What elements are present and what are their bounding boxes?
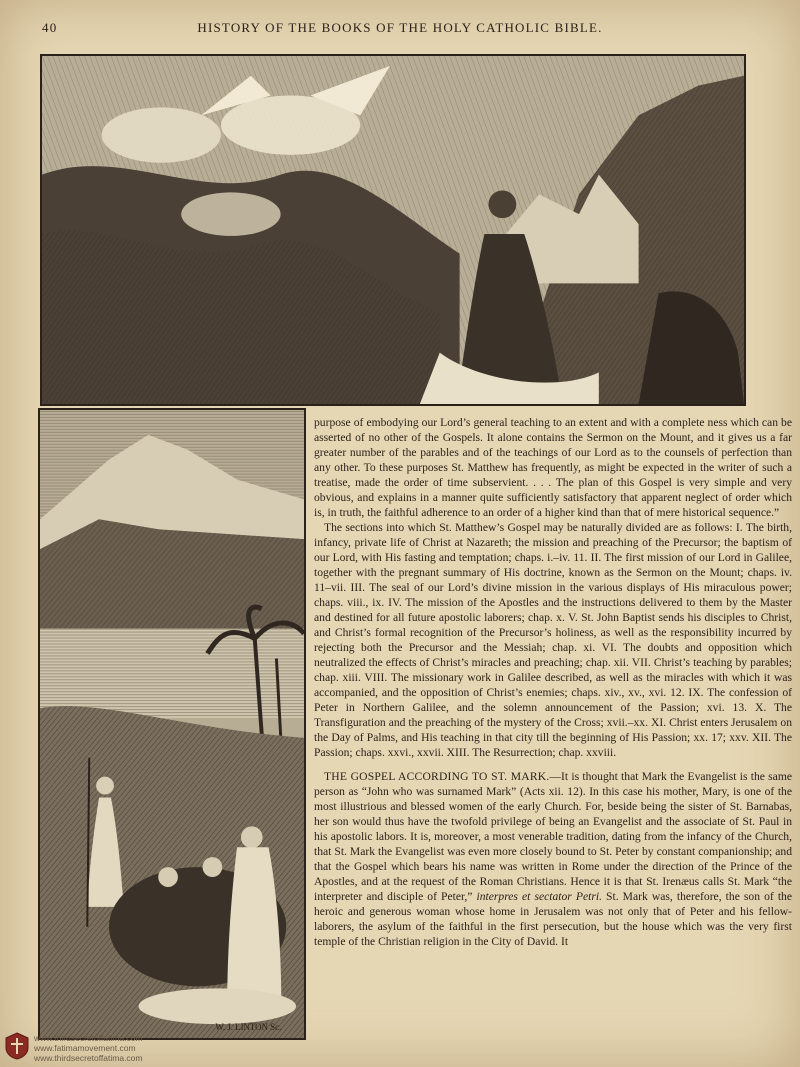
watermark-url-1: www.thirdsecretoffatima.com [34, 1033, 143, 1043]
page-header [40, 20, 760, 40]
section-heading-st-mark: THE GOSPEL ACCORDING TO ST. MARK. [324, 770, 550, 783]
sermon-engraving [38, 408, 306, 1040]
running-title: HISTORY OF THE BOOKS OF THE HOLY CATHOLIC BIBLE. [197, 20, 603, 35]
engraver-signature: W. J. LINTON Sc. [215, 1022, 282, 1033]
body-paragraph-3 [314, 769, 792, 949]
latin-phrase: interpres et sectator Petri. [476, 890, 602, 903]
page-number: 40 [42, 20, 58, 35]
sermon-engraving-art [40, 410, 304, 1038]
website-watermark [4, 1030, 234, 1066]
body-paragraph-3-part-a: —It is thought that Mark the Evangelist is the same person as “John who was surnamed Mark” (Acts xii. 12). In this case his mother, Mary, is one of the most illustrious and blessed women of the early Church. For, beside being the sister of St. Barnabas, her son would thus have the twofold privilege of being an Evangelist and the associate of St. Paul in his apostolic labors. It is, moreover, a most venerable tradition, dating from the infancy of the Church, that St. Mark the Evangelist was even more closely bound to St. Peter by constant companionship; and that the Gospel which bears his name was written in Rome under the direction of the Prince of the Apostles, and at the request of the Roman Christians. Hence it is that St. Irenæus calls St. Mark “the interpreter and disciple of Peter,” [314, 770, 792, 903]
seal-icon [4, 1032, 30, 1060]
body-paragraph-2: The sections into which St. Matthew’s Gospel may be naturally divided are as follows: I. The birth, infancy, private life of Christ at Nazareth; the mission and preaching of the Precursor; the baptism of our Lord, with His fasting and temptation; chaps. i.–iv. 11. II. The first mission of our Lord in Galilee, together with the pregnant summary of His doctrine, known as the Sermon on the Mount; chaps. iv. 11–vii. III. The seal of our Lord’s divine mission in the various displays of His miraculous power; chaps. viii., ix. IV. The mission of the Apostles and the instructions delivered to them by the Master and destined for all future apostolic laborers; chap. x. V. St. John Baptist sends his disciples to Christ, and Christ’s formal recognition of the Precursor’s holiness, as well as the responsibility incurred by rejecting both the Precursor and the Messiah; chap. xi. VI. The doubts and opposition which neutralized the effects of Christ’s miracles and preaching; chap. xii. VII. Christ’s teaching by parables; chap. xiii. VIII. The missionary work in Galilee described, as well as the miracles with which it was accompanied, and the opposition of Christ’s enemies; chaps. xiv., xv., xvi. 12. IX. The confession of Peter in Northern Galilee, and the solemn announcement of the Passion; xvi. 13. X. The Transfiguration and the preaching of the mystery of the Cross; xvii.–xx. XI. Christ enters Jerusalem on the Day of Palms, and His teaching in that city till the beginning of His Passion; xx. 17; xxv. XII. The Passion; chaps. xxvi., xxvii. XIII. The Resurrection; chap. xxviii. [314, 521, 792, 759]
body-paragraph-1: purpose of embodying our Lord’s general teaching to an extent and with a complete ness which can be asserted of no other of the Gospels. It alone contains the Sermon on the Mount, and it gives us a far greater number of the parables and of the teachings of our Lord as to the counsels of perfection than any other. To these purposes St. Matthew has frequently, as might be expected in the writer of such a treatise, made the order of time subservient. . . . The plan of this Gospel is very simple and very obvious, and explains in a manner quite sufficiently satisfactory that apparent neglect of order which is, in truth, the faithful adherence to an order of a higher kind than that of mere historical sequence.” [314, 416, 792, 519]
body-text-column [314, 415, 792, 1060]
body-paragraph-3-part-b: St. Mark was, therefore, the son of the heroic and generous woman whose home in Jerusalem was not only that of Peter and his fellow-laborers, the asylum of the faithful in the first persecution, but the house which was the very first temple of the Christian religion in the City of David. It [314, 890, 792, 948]
temptation-engraving-art [42, 56, 744, 404]
watermark-url-2: www.fatimamovement.com [34, 1043, 136, 1053]
watermark-url-3: www.thirdsecretoffatima.com [34, 1053, 143, 1063]
temptation-engraving [40, 54, 746, 406]
